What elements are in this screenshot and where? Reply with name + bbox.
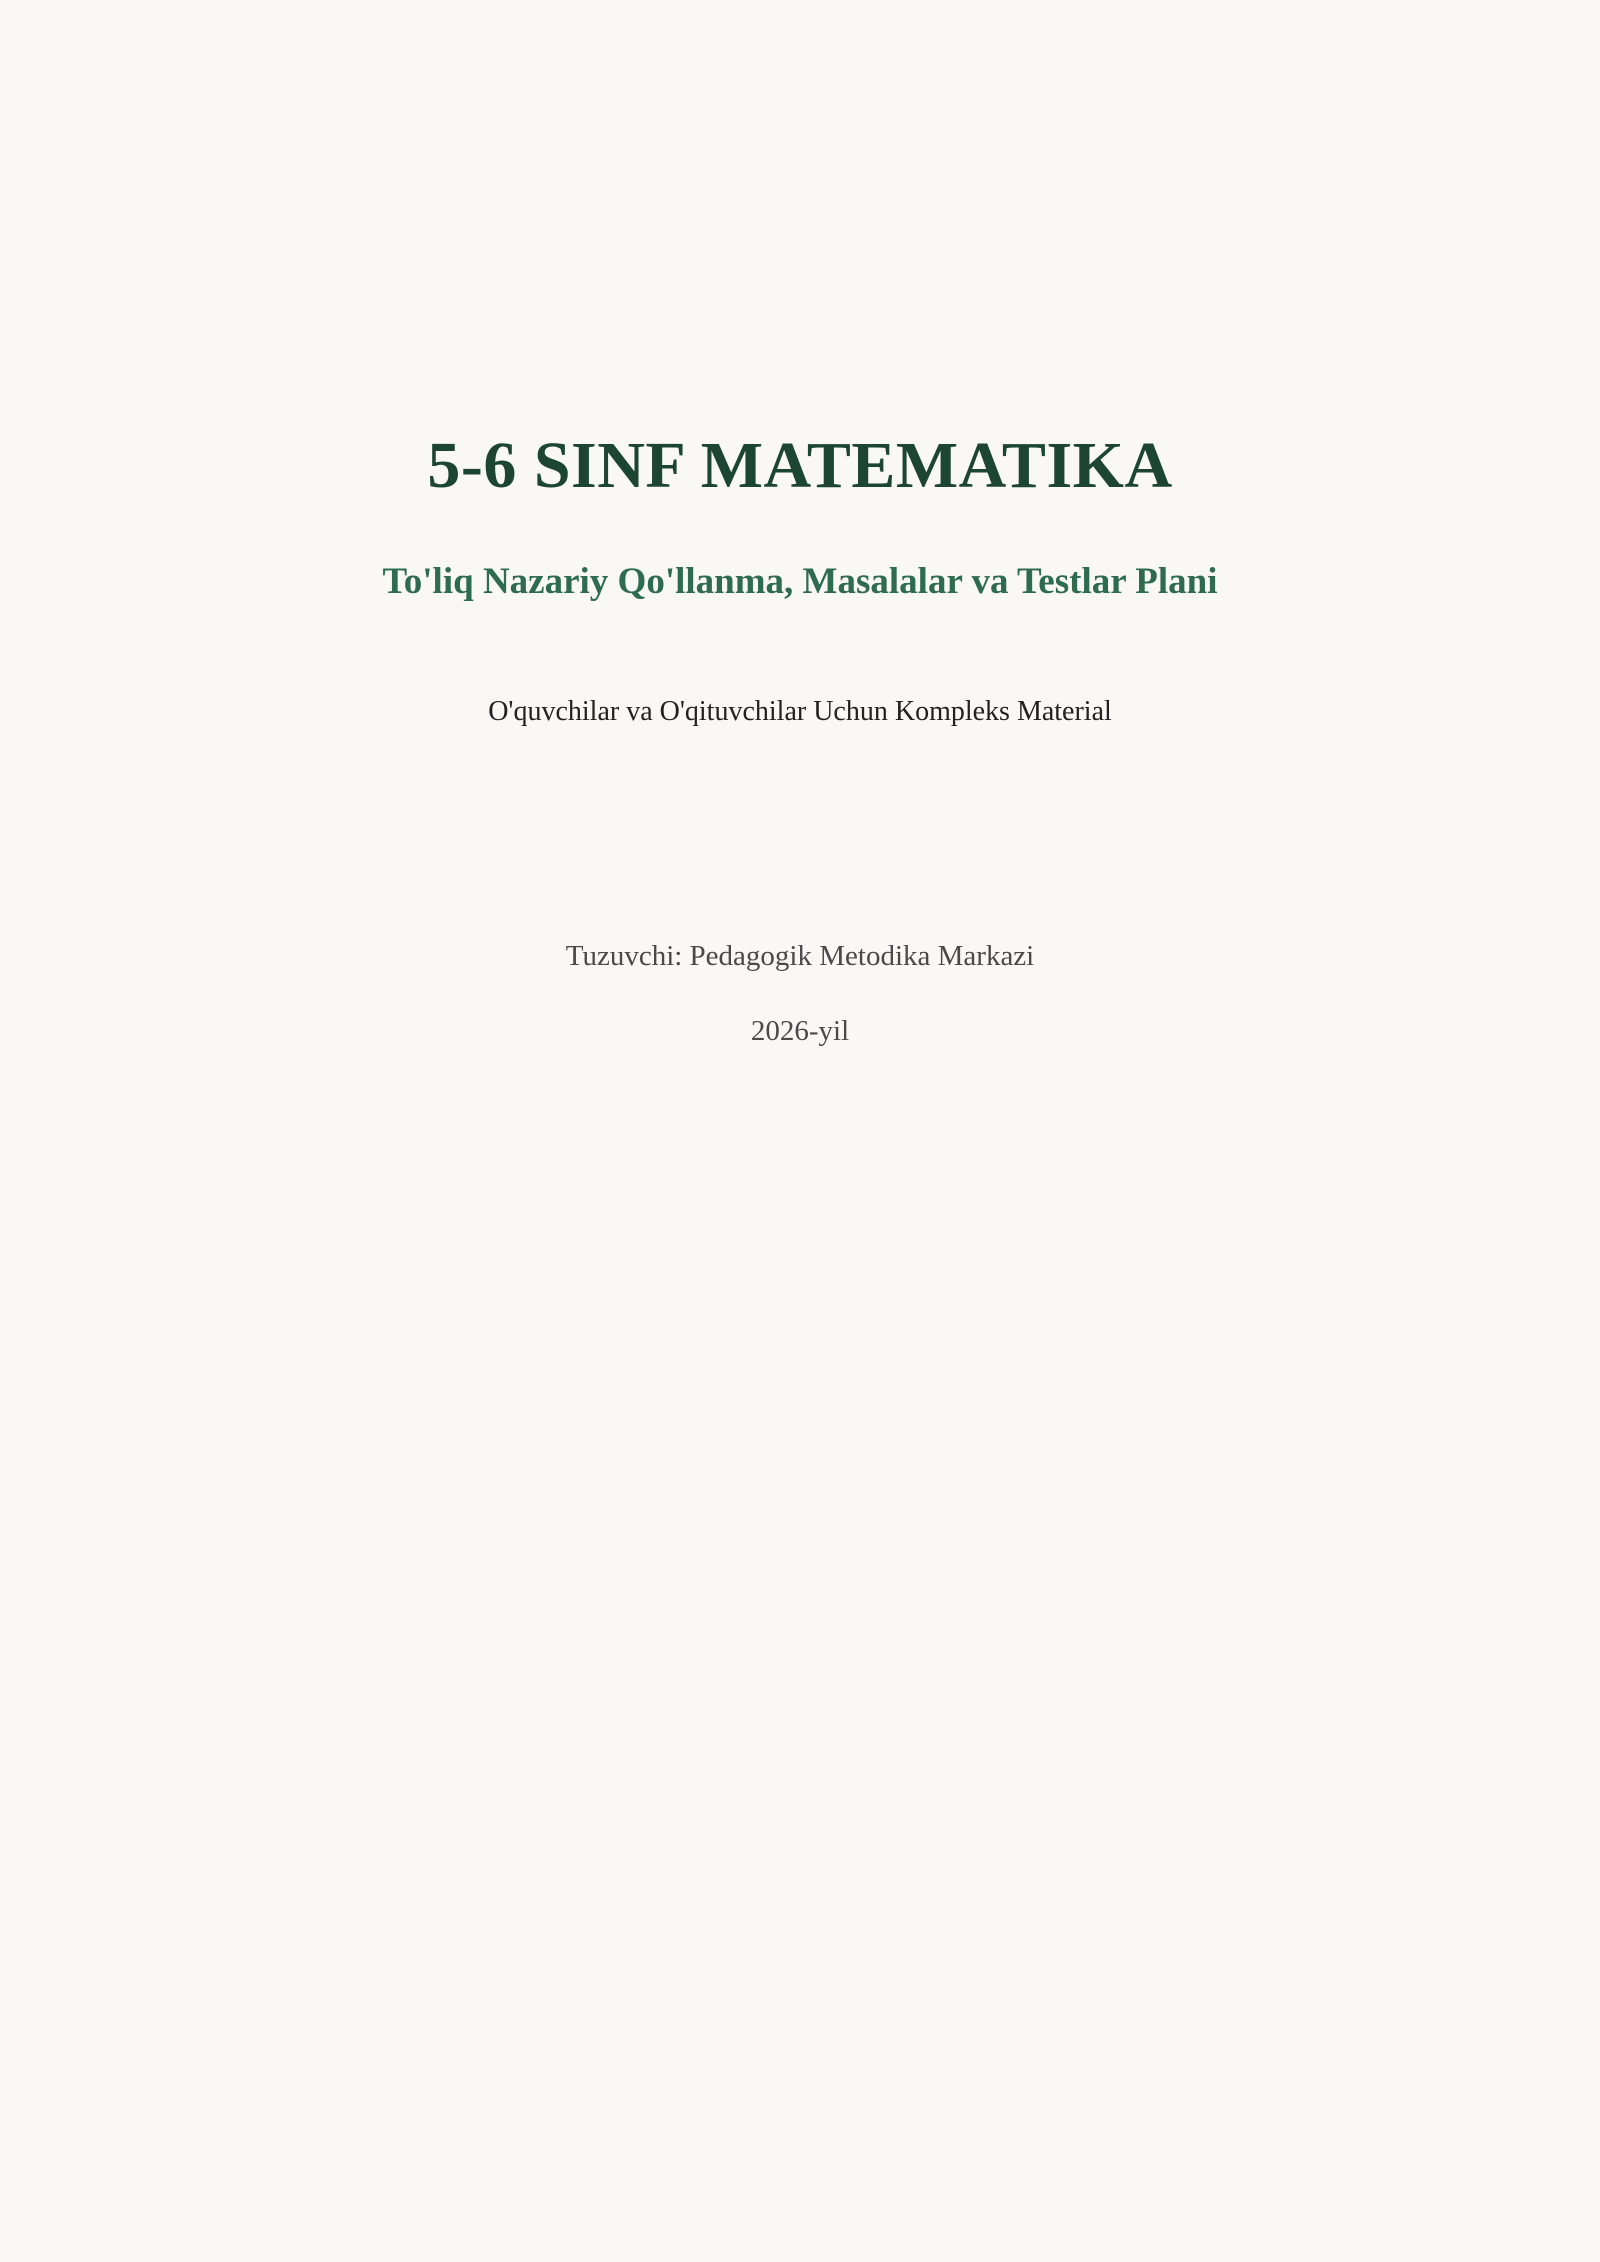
author-line: Tuzuvchi: Pedagogik Metodika Markazi: [565, 940, 1035, 972]
audience-line: O'quvchilar va O'qituvchilar Uchun Kompleks Material: [488, 696, 1112, 727]
document-subtitle: To'liq Nazariy Qo'llanma, Masalalar va Testlar Plani: [382, 561, 1218, 602]
year-line: 2026-yil: [750, 1015, 850, 1047]
document-title: 5-6 SINF MATEMATIKA: [427, 429, 1173, 502]
